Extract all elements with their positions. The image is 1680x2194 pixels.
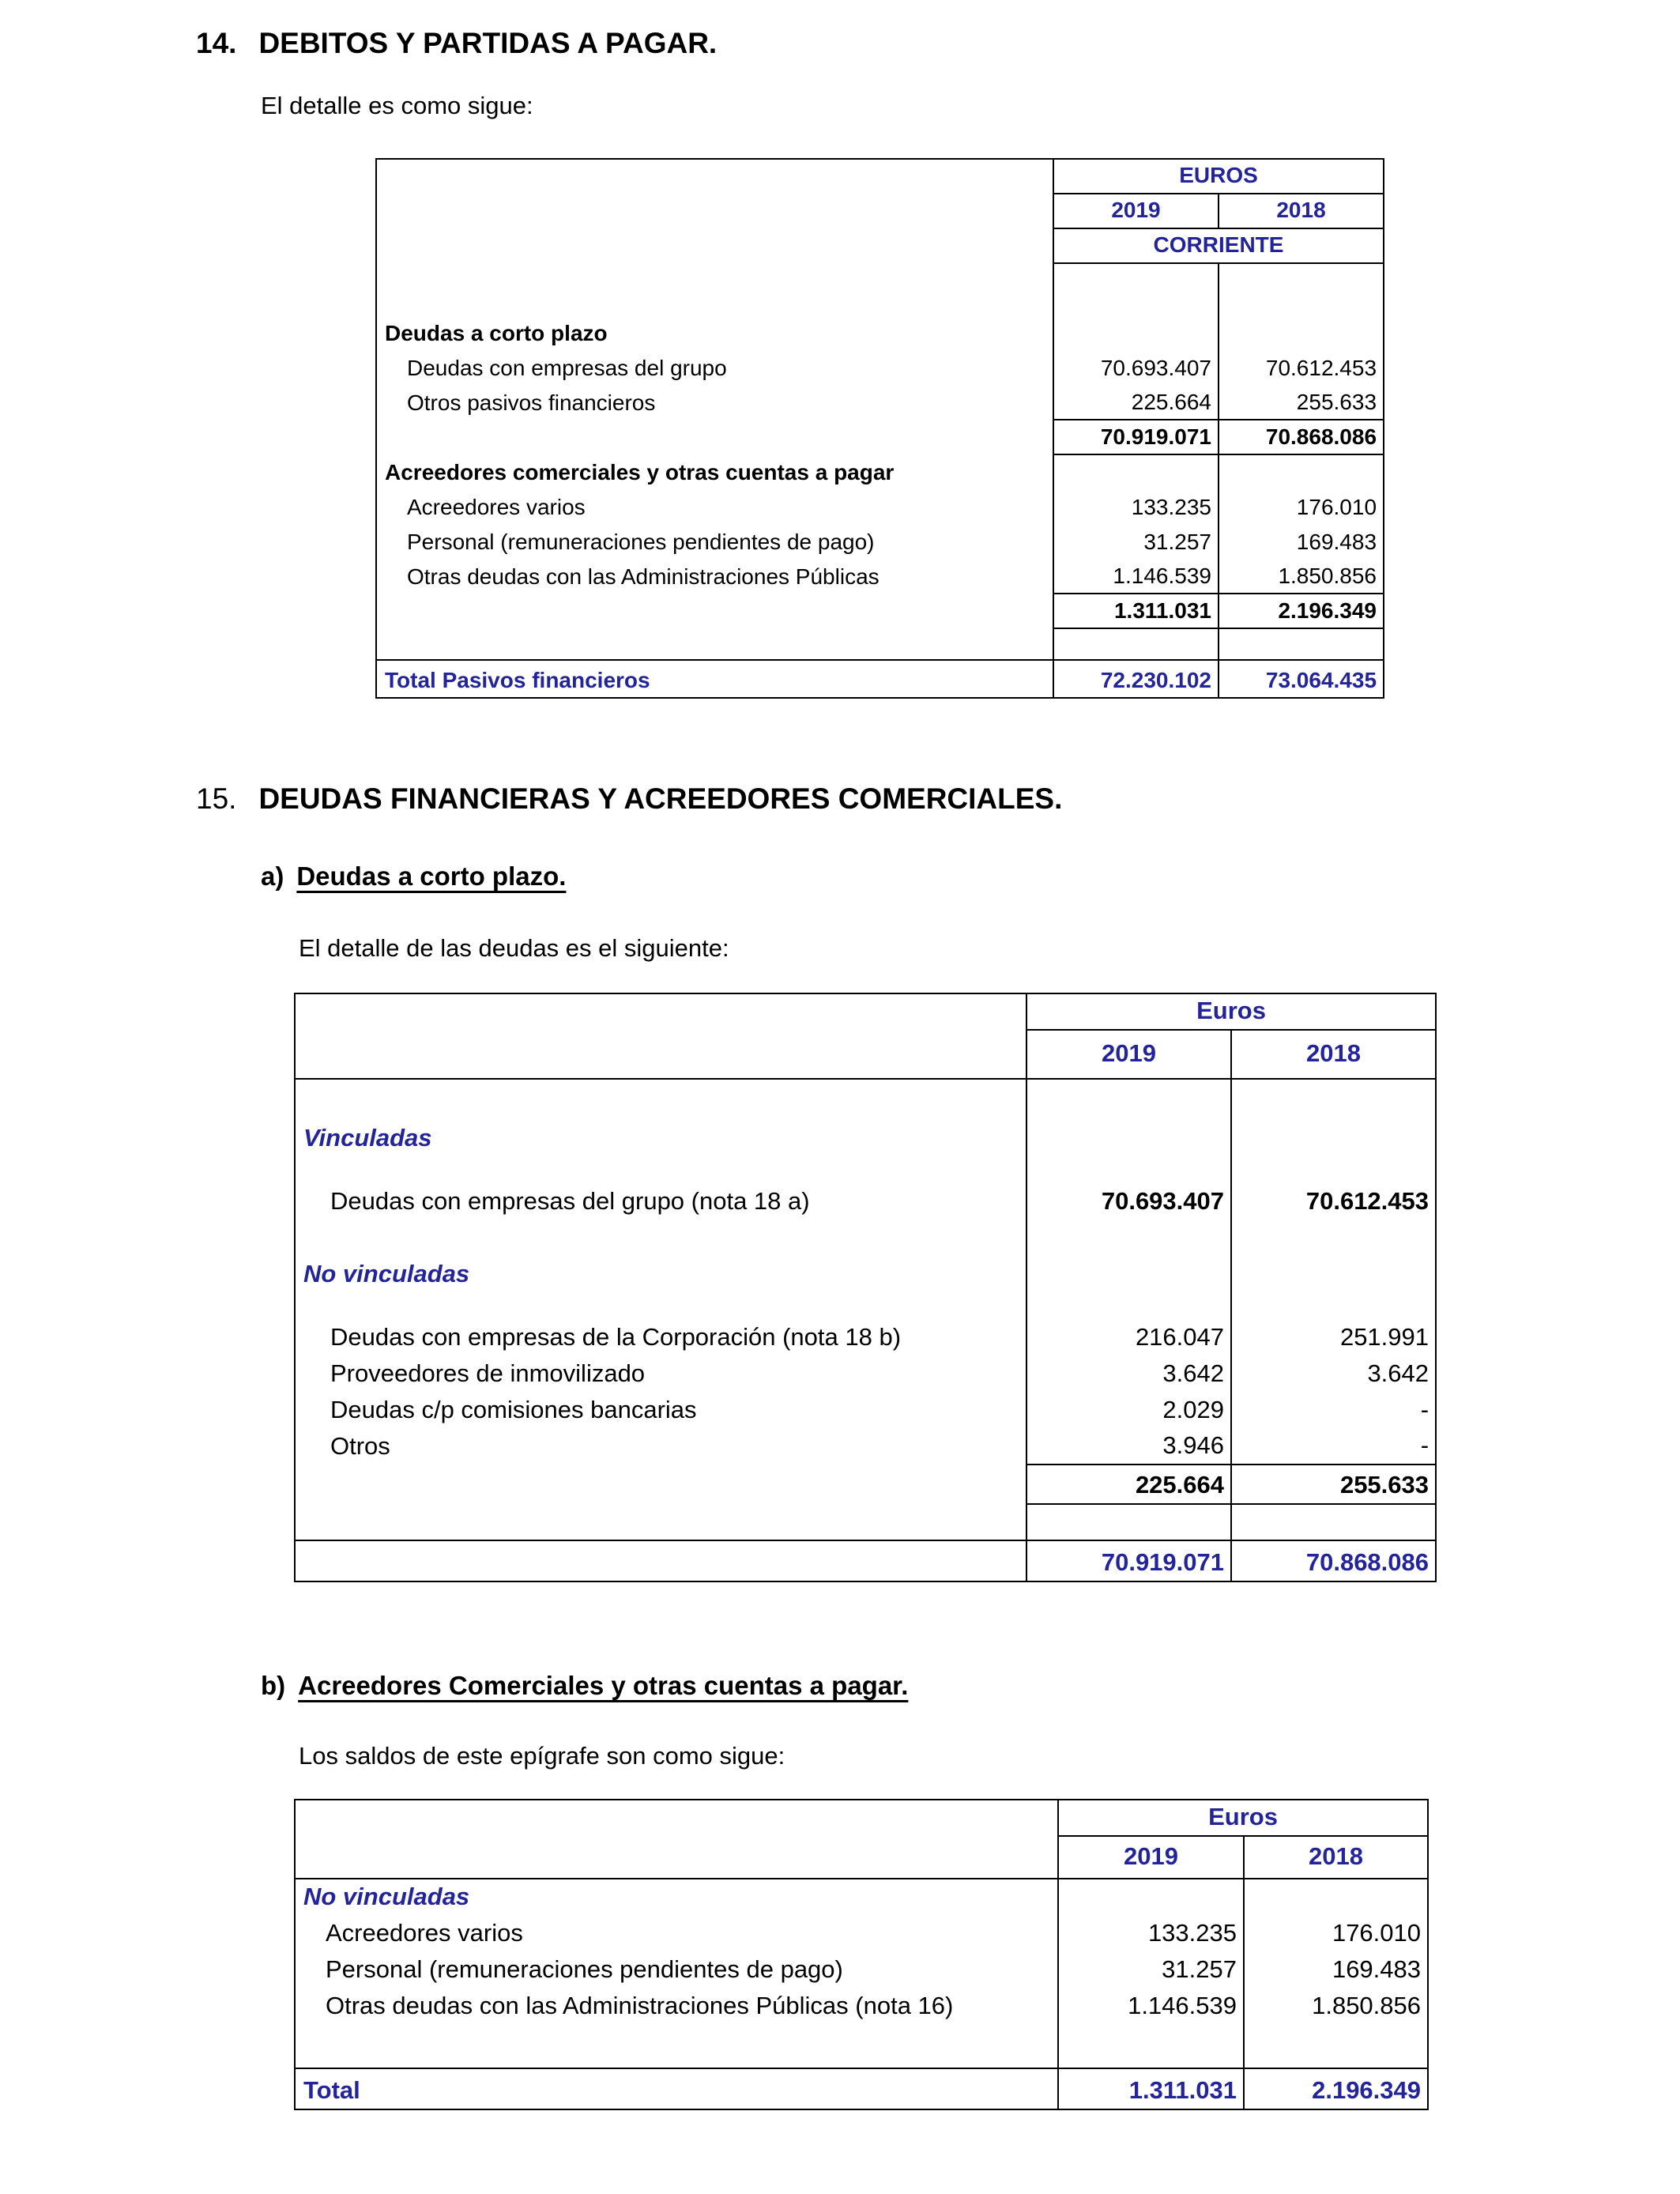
t2-col-header-2018: 2018 <box>1231 1030 1436 1079</box>
spacer-cell <box>1058 1879 1244 1915</box>
value-2018: 169.483 <box>1296 530 1377 554</box>
row-label <box>376 420 1053 454</box>
spacer-cell <box>295 2024 1058 2068</box>
t1-corriente-header: CORRIENTE <box>1053 228 1384 263</box>
spacer-cell <box>1219 263 1384 315</box>
total-2018: 70.868.086 <box>1231 1540 1436 1581</box>
spacer-cell <box>1219 628 1384 660</box>
t3-corner-cell <box>295 1800 1058 1836</box>
subsection-b-heading <box>261 1671 1680 1701</box>
value-2018: 70.612.453 <box>1305 1187 1430 1215</box>
t1-col-header-2018: 2018 <box>1219 194 1384 228</box>
spacer-cell <box>1231 1156 1436 1183</box>
t1-data-row <box>376 524 1384 559</box>
value-2019: 216.047 <box>1026 1319 1231 1355</box>
t1-data-row <box>376 350 1384 385</box>
subtotal-2019: 70.919.071 <box>1053 420 1219 454</box>
spacer-cell <box>1231 1292 1436 1319</box>
section-15-number: 15. <box>196 782 237 815</box>
spacer-cell <box>1026 1120 1231 1156</box>
t1-corner-cell <box>376 228 1053 263</box>
value-2018: - <box>1420 1431 1430 1459</box>
spacer-cell <box>376 628 1053 660</box>
spacer-cell <box>1231 1504 1436 1540</box>
spacer-cell <box>295 1504 1026 1540</box>
t3-header-row-years <box>295 1836 1428 1879</box>
total-label: Total <box>295 2068 1058 2109</box>
table-deudas-corto-plazo <box>294 993 1437 1582</box>
t3-section-no-vinculadas <box>295 1879 1428 1915</box>
t1-header-row-corriente <box>376 228 1384 263</box>
section-14-heading <box>196 0 1680 60</box>
spacer-cell <box>295 1292 1026 1319</box>
section-15-title: DEUDAS FINANCIERAS Y ACREEDORES COMERCIALES. <box>258 782 1063 815</box>
spacer-cell <box>1058 2024 1244 2068</box>
spacer-row <box>295 1504 1436 1540</box>
value-2018: 176.010 <box>1332 1919 1422 1947</box>
spacer-cell <box>1231 1079 1436 1120</box>
row-label: Otras deudas con las Administraciones Públicas <box>376 559 1053 594</box>
subsection-a-prefix: a) <box>261 861 284 891</box>
t1-section-row <box>376 315 1384 350</box>
t2-total-row <box>295 1540 1436 1581</box>
value-2018: 1.850.856 <box>1278 564 1377 588</box>
t3-corner-cell <box>295 1836 1058 1879</box>
t1-data-row <box>376 489 1384 524</box>
row-label: Deudas con empresas del grupo (nota 18 a) <box>295 1183 1026 1220</box>
value-2018 <box>1219 454 1384 489</box>
t1-section-row <box>376 454 1384 489</box>
t2-corner-cell <box>295 1030 1026 1079</box>
row-label: Otros <box>295 1428 1026 1465</box>
spacer-row <box>295 1079 1436 1120</box>
subsection-a-heading <box>261 861 1680 892</box>
subsection-b-intro: Los saldos de este epígrafe son como sigue: <box>299 1742 785 1770</box>
value-2019: 133.235 <box>1058 1915 1244 1951</box>
subsection-a-title: Deudas a corto plazo. <box>296 861 567 891</box>
row-label: Otras deudas con las Administraciones Públicas (nota 16) <box>295 1988 1058 2024</box>
spacer-cell <box>1026 1220 1231 1256</box>
value-2019: 225.664 <box>1053 385 1219 420</box>
section-14-number: 14. <box>196 27 237 59</box>
t3-total-row <box>295 2068 1428 2109</box>
spacer-cell <box>1026 1504 1231 1540</box>
row-label: Deudas con empresas del grupo <box>376 350 1053 385</box>
section-label: Vinculadas <box>295 1120 1026 1156</box>
t1-header-row-years <box>376 194 1384 228</box>
total-2018: 73.064.435 <box>1219 660 1384 698</box>
spacer-cell <box>1053 263 1219 315</box>
row-label: Personal (remuneraciones pendientes de pago) <box>376 524 1053 559</box>
t1-col-header-2019: 2019 <box>1053 194 1219 228</box>
value-2019: 1.146.539 <box>1058 1988 1244 2024</box>
t2-col-header-2019: 2019 <box>1026 1030 1231 1079</box>
t1-corner-cell <box>376 194 1053 228</box>
t3-col-header-2018: 2018 <box>1244 1836 1428 1879</box>
section-label: No vinculadas <box>295 1256 1026 1292</box>
row-label: Proveedores de inmovilizado <box>295 1355 1026 1392</box>
spacer-row <box>295 2024 1428 2068</box>
row-label: Acreedores varios <box>295 1915 1058 1951</box>
value-2018: 3.642 <box>1367 1359 1430 1387</box>
value-2019 <box>1053 454 1219 489</box>
t1-subtotal-row <box>376 594 1384 628</box>
spacer-row <box>295 1220 1436 1256</box>
value-2019: 1.146.539 <box>1053 559 1219 594</box>
section-label: No vinculadas <box>295 1879 1058 1915</box>
t2-data-row <box>295 1319 1436 1355</box>
section-14-title: DEBITOS Y PARTIDAS A PAGAR. <box>258 27 718 59</box>
spacer-cell <box>295 1465 1026 1504</box>
value-2018: 251.991 <box>1339 1323 1430 1351</box>
subsection-a-intro: El detalle de las deudas es el siguiente: <box>299 934 729 962</box>
row-label: Otros pasivos financieros <box>376 385 1053 420</box>
spacer-cell <box>295 1540 1026 1581</box>
value-2018: 1.850.856 <box>1312 1992 1422 2019</box>
t1-header-row-euros <box>376 159 1384 194</box>
value-2019: 133.235 <box>1053 489 1219 524</box>
t2-data-row <box>295 1355 1436 1392</box>
spacer-cell <box>295 1220 1026 1256</box>
t1-corner-cell <box>376 159 1053 194</box>
t3-data-row <box>295 1988 1428 2024</box>
spacer-cell <box>1053 628 1219 660</box>
value-2019: 3.946 <box>1026 1428 1231 1465</box>
subtotal-2018: 2.196.349 <box>1219 594 1384 628</box>
subtotal-2019: 1.311.031 <box>1053 594 1219 628</box>
spacer-cell <box>1231 1220 1436 1256</box>
t1-data-row <box>376 385 1384 420</box>
t2-data-row <box>295 1428 1436 1465</box>
t3-euros-header: Euros <box>1058 1800 1428 1836</box>
value-2018 <box>1219 315 1384 350</box>
t2-header-row-euros <box>295 993 1436 1030</box>
value-2019: 31.257 <box>1053 524 1219 559</box>
t2-subtotal-row <box>295 1465 1436 1504</box>
total-2018: 2.196.349 <box>1244 2068 1428 2109</box>
row-label <box>376 594 1053 628</box>
t1-subtotal-row <box>376 420 1384 454</box>
spacer-cell <box>1026 1156 1231 1183</box>
spacer-row <box>295 1156 1436 1183</box>
t2-corner-cell <box>295 993 1026 1030</box>
section-15-heading <box>196 782 1680 816</box>
row-label: Deudas a corto plazo <box>376 315 1053 350</box>
spacer-row <box>295 1292 1436 1319</box>
value-2019: 70.693.407 <box>1026 1183 1231 1220</box>
t2-header-row-years <box>295 1030 1436 1079</box>
value-2018: 70.612.453 <box>1265 356 1377 380</box>
table-debitos-y-partidas <box>375 158 1384 699</box>
spacer-cell <box>295 1079 1026 1120</box>
value-2019: 3.642 <box>1026 1355 1231 1392</box>
value-2018: - <box>1420 1396 1430 1423</box>
value-2018: 255.633 <box>1296 390 1377 414</box>
row-label: Deudas c/p comisiones bancarias <box>295 1392 1026 1428</box>
t3-col-header-2019: 2019 <box>1058 1836 1244 1879</box>
t2-section-vinculadas <box>295 1120 1436 1156</box>
spacer-row <box>376 628 1384 660</box>
value-2019: 70.693.407 <box>1053 350 1219 385</box>
total-2019: 72.230.102 <box>1053 660 1219 698</box>
spacer-cell <box>295 1156 1026 1183</box>
value-2019 <box>1053 315 1219 350</box>
spacer-row <box>376 263 1384 315</box>
total-2019: 1.311.031 <box>1058 2068 1244 2109</box>
spacer-cell <box>1244 2024 1428 2068</box>
subtotal-2018: 70.868.086 <box>1219 420 1384 454</box>
subsection-b-prefix: b) <box>261 1671 286 1700</box>
spacer-cell <box>1244 1879 1428 1915</box>
t1-data-row <box>376 559 1384 594</box>
t2-data-row <box>295 1392 1436 1428</box>
total-2019: 70.919.071 <box>1026 1540 1231 1581</box>
subtotal-2019: 225.664 <box>1026 1465 1231 1504</box>
row-label: Personal (remuneraciones pendientes de pago) <box>295 1951 1058 1988</box>
total-label: Total Pasivos financieros <box>376 660 1053 698</box>
subsection-b-title: Acreedores Comerciales y otras cuentas a pagar. <box>298 1671 909 1700</box>
t3-data-row <box>295 1951 1428 1988</box>
t2-section-no-vinculadas <box>295 1256 1436 1292</box>
value-2019: 31.257 <box>1058 1951 1244 1988</box>
t1-total-row <box>376 660 1384 698</box>
value-2019: 2.029 <box>1026 1392 1231 1428</box>
spacer-cell <box>1231 1120 1436 1156</box>
value-2018: 176.010 <box>1296 495 1377 519</box>
t2-euros-header: Euros <box>1026 993 1436 1030</box>
table-acreedores-comerciales <box>294 1799 1429 2110</box>
spacer-cell <box>1231 1256 1436 1292</box>
t2-data-row <box>295 1183 1436 1220</box>
t3-data-row <box>295 1915 1428 1951</box>
value-2018: 169.483 <box>1332 1955 1422 1983</box>
subtotal-2018: 255.633 <box>1231 1465 1436 1504</box>
spacer-cell <box>1026 1292 1231 1319</box>
spacer-cell <box>376 263 1053 315</box>
section-14-intro: El detalle es como sigue: <box>261 92 533 119</box>
spacer-cell <box>1026 1079 1231 1120</box>
t1-euros-header: EUROS <box>1053 159 1384 194</box>
t3-header-row-euros <box>295 1800 1428 1836</box>
spacer-cell <box>1026 1256 1231 1292</box>
row-label: Acreedores comerciales y otras cuentas a pagar <box>376 454 1053 489</box>
row-label: Deudas con empresas de la Corporación (nota 18 b) <box>295 1319 1026 1355</box>
row-label: Acreedores varios <box>376 489 1053 524</box>
